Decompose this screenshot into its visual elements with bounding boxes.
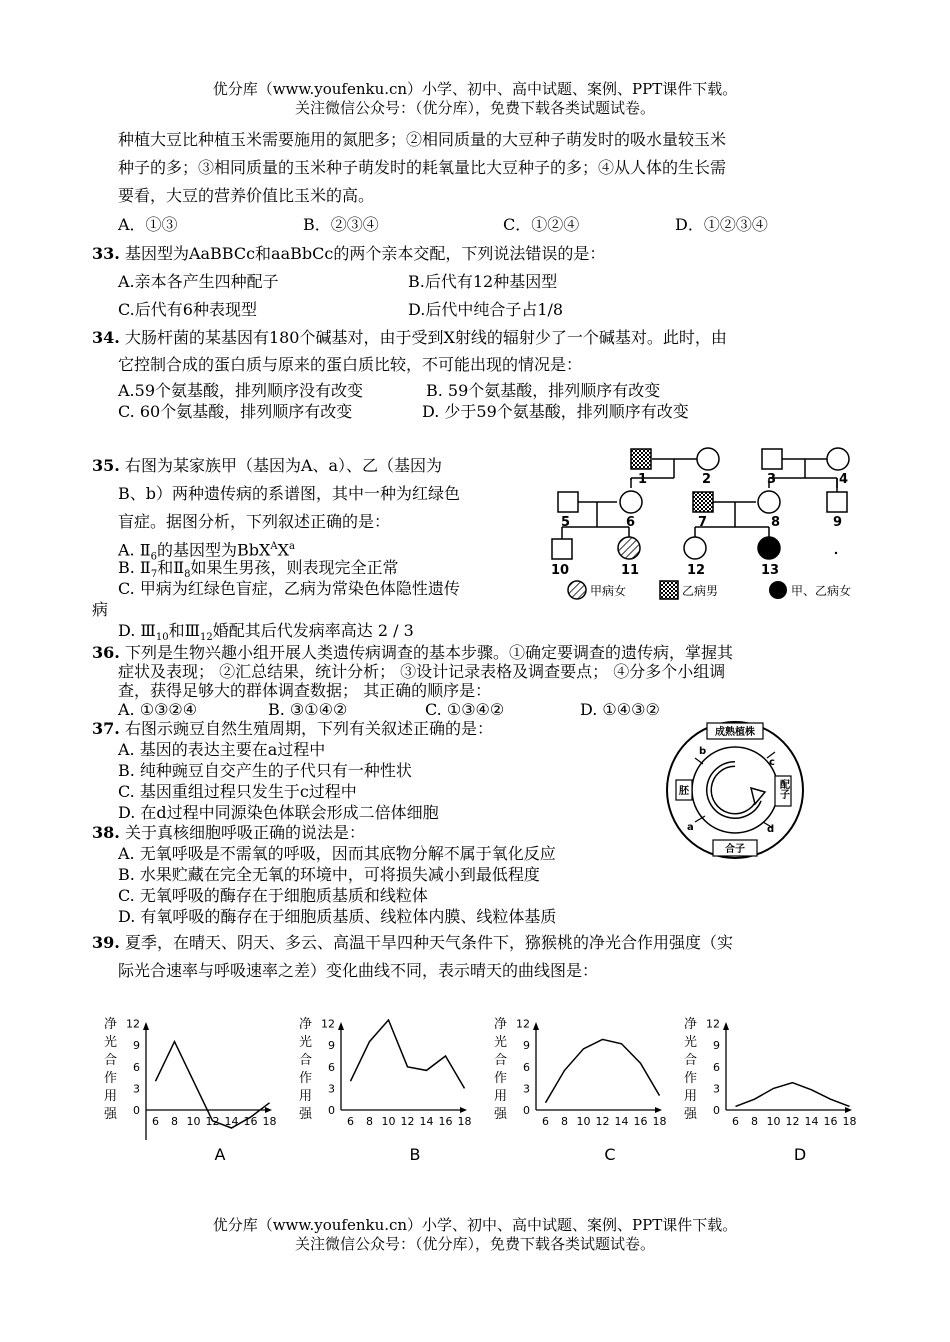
q39-stem-text: 夏季，在晴天、阴天、多云、高温干旱四种天气条件下，猕猴桃的净光合作用强度（实 [124, 933, 733, 952]
chart-C-ytick: 12 [516, 1017, 530, 1031]
chart-D-xtick: 6 [732, 1115, 739, 1128]
chart-B-xtick: 8 [366, 1115, 373, 1128]
chart-A-xtick: 10 [186, 1115, 201, 1128]
pedigree-label-8: 8 [771, 515, 781, 530]
pedigree-label-1: 1 [638, 472, 648, 487]
chart-A-y-arrow [143, 1022, 149, 1030]
chart-A-ytick: 3 [133, 1082, 140, 1096]
pedigree-label-4: 4 [839, 472, 849, 487]
q32-option-c: C．①②④ [503, 215, 580, 234]
q33-option-c: C.后代有6种表现型 [118, 300, 257, 319]
q34-option-b: B. 59个氨基酸，排列顺序有改变 [426, 381, 661, 400]
chart-B-xtick: 16 [438, 1115, 453, 1128]
cycle-label-d: d [767, 824, 775, 835]
chart-C-x-arrow [655, 1107, 662, 1113]
q35-stem-line3: 盲症。据图分析，下列叙述正确的是： [118, 512, 391, 531]
chart-D-ylabel-char: 作 [684, 1071, 698, 1086]
chart-A-xtick: 14 [224, 1115, 239, 1128]
chart-C-ylabel-char: 合 [494, 1053, 508, 1068]
chart-A-ylabel-char: 强 [104, 1107, 118, 1122]
chart-B-series-line [351, 1020, 465, 1088]
q39-line2: 际光合速率与呼吸速率之差）变化曲线不同，表示晴天的曲线图是： [118, 961, 599, 980]
chart-C-xtick: 8 [561, 1115, 568, 1128]
chart-A-xtick: 18 [262, 1115, 277, 1128]
chart-C-ylabel-char: 作 [494, 1071, 508, 1086]
chart-D-xtick: 12 [785, 1115, 800, 1128]
chart-D-title: D [793, 1145, 807, 1164]
page-header-line2: 关注微信公众号：（优分库），免费下载各类试题试卷。 [294, 99, 655, 117]
q35-a-mid: 的基因型为BbX [156, 540, 271, 560]
chart-A-x-arrow [265, 1107, 272, 1113]
pedigree-label-7: 7 [698, 515, 708, 530]
chart-B-ytick: 0 [328, 1104, 335, 1117]
chart-C-ylabel-char: 光 [494, 1035, 508, 1050]
chart-A [104, 1017, 277, 1164]
pedigree-diagram [545, 440, 890, 610]
chart-C-xtick: 12 [595, 1115, 610, 1128]
q32-line1: 种植大豆比种植玉米需要施用的氮肥多；②相同质量的大豆种子萌发时的吸水量较玉米 [118, 130, 727, 149]
q36-stem-text: 下列是生物兴趣小组开展人类遗传病调查的基本步骤。①确定要调查的遗传病，掌握其 [124, 643, 733, 662]
chart-A-title: A [214, 1145, 226, 1164]
cycle-zygote: 合子 [725, 844, 745, 855]
chart-B-ylabel-char: 光 [299, 1035, 313, 1050]
pedigree-label-9: 9 [833, 515, 843, 530]
chart-B [299, 1017, 472, 1164]
q35-b-mid: 和Ⅱ [157, 558, 185, 577]
chart-D-ytick: 0 [713, 1104, 720, 1117]
chart-A-ylabel-char: 净 [104, 1017, 118, 1032]
q32-option-b: B．②③④ [303, 215, 379, 234]
q38-option-c: C. 无氧呼吸的酶存在于细胞质基质和线粒体 [118, 886, 428, 905]
chart-C-title: C [604, 1145, 616, 1164]
chart-B-ytick: 6 [328, 1060, 335, 1074]
q37-option-d: D. 在d过程中同源染色体联会形成二倍体细胞 [118, 803, 439, 822]
cycle-gamete: 配子 [777, 779, 789, 799]
chart-A-ylabel-char: 光 [104, 1035, 118, 1050]
q35-d-sub1: 10 [155, 632, 169, 644]
q36-line3: 查，获得足够大的群体调查数据； 其正确的顺序是： [118, 681, 492, 700]
q39-stem [92, 933, 733, 953]
chart-C-ylabel-char: 用 [494, 1089, 508, 1104]
chart-D-xtick: 8 [751, 1115, 758, 1128]
q32-option-d: D．①②③④ [675, 215, 768, 234]
q36-stem [92, 643, 733, 663]
q34-number: 34. [92, 328, 120, 347]
q32-line3: 要看，大豆的营养价值比玉米的高。 [118, 186, 375, 205]
chart-B-xtick: 10 [381, 1115, 396, 1128]
q35-d-sub2: 12 [200, 632, 213, 644]
q35-a-sub: 6 [150, 551, 157, 563]
q35-option-c: C. 甲病为红绿色盲症，乙病为常染色体隐性遗传 [118, 579, 460, 598]
q38-option-a: A. 无氧呼吸是不需氧的呼吸，因而其底物分解不属于氧化反应 [118, 844, 556, 863]
chart-B-x-arrow [460, 1107, 467, 1113]
chart-B-xtick: 14 [419, 1115, 434, 1128]
pedigree-label-12: 12 [687, 563, 706, 578]
q36-option-c: C. ①③④② [425, 700, 505, 719]
q35-stem-line2: B、b）两种遗传病的系谱图，其中一种为红绿色 [118, 484, 461, 503]
q33-stem [92, 244, 605, 264]
chart-D-ytick: 3 [713, 1082, 720, 1096]
q38-option-d: D. 有氧呼吸的酶存在于细胞质基质、线粒体内膜、线粒体基质 [118, 907, 557, 926]
q38-stem [92, 823, 365, 843]
chart-C-ytick: 9 [523, 1039, 530, 1053]
chart-A-ylabel-char: 合 [104, 1053, 118, 1068]
q36-line2: 症状及表现； ②汇总结果，统计分析； ③设计记录表格及调查要点； ④分多个小组调 [118, 662, 726, 681]
chart-B-ytick: 12 [321, 1017, 335, 1031]
pedigree-label-10: 10 [551, 563, 570, 578]
q35-b-post: 如果生男孩，则表现完全正常 [190, 558, 399, 577]
chart-A-ylabel-char: 用 [104, 1089, 118, 1104]
q36-option-d: D. ①④③② [580, 700, 660, 719]
chart-A-ytick: 12 [126, 1017, 140, 1031]
chart-C-ytick: 6 [523, 1060, 530, 1074]
chart-D-xtick: 10 [766, 1115, 781, 1128]
q37-number: 37. [92, 719, 120, 738]
chart-D-ylabel-char: 光 [684, 1035, 698, 1050]
chart-C-ytick: 3 [523, 1082, 530, 1096]
cycle-label-b: b [699, 746, 707, 757]
chart-D-ytick: 12 [706, 1017, 720, 1031]
q34-option-d: D. 少于59个氨基酸，排列顺序有改变 [422, 402, 689, 421]
q37-option-b: B. 纯种豌豆自交产生的子代只有一种性状 [118, 761, 412, 780]
q37-stem [92, 719, 493, 739]
q35-d-mid: 和Ⅲ [168, 621, 201, 640]
cycle-mature-plant: 成熟植株 [715, 727, 755, 738]
q33-option-b: B.后代有12种基因型 [408, 272, 558, 291]
q34-option-a: A.59个氨基酸，排列顺序没有改变 [118, 381, 364, 400]
cycle-label-c: c [769, 757, 775, 768]
chart-A-ylabel-char: 作 [104, 1071, 118, 1086]
chart-D-xtick: 14 [804, 1115, 819, 1128]
chart-D-ylabel-char: 强 [684, 1107, 698, 1122]
chart-C-ylabel-char: 净 [494, 1017, 508, 1032]
q35-stem [92, 456, 442, 476]
q35-b-sub1: 7 [150, 569, 158, 581]
q34-stem [92, 328, 727, 348]
chart-D-ylabel-char: 用 [684, 1089, 698, 1104]
chart-D-x-arrow [845, 1107, 852, 1113]
q36-option-a: A. ①③②④ [118, 700, 198, 719]
cycle-embryo: 胚 [679, 786, 689, 797]
pedigree-label-2: 2 [702, 472, 712, 487]
q33-number: 33. [92, 244, 120, 263]
q39-charts [100, 1010, 870, 1170]
page-footer-line2: 关注微信公众号：（优分库），免费下载各类试题试卷。 [294, 1235, 655, 1253]
pedigree-label-11: 11 [621, 563, 640, 578]
q35-b-sub2: 8 [184, 569, 191, 581]
q35-a-sup2: a [289, 541, 295, 552]
chart-C-ytick: 0 [523, 1104, 530, 1117]
chart-A-xtick: 16 [243, 1115, 258, 1128]
q34-stem-line2: 它控制合成的蛋白质与原来的蛋白质比较，不可能出现的情况是： [118, 355, 583, 374]
chart-C-xtick: 14 [614, 1115, 629, 1128]
chart-A-ytick: 6 [133, 1060, 140, 1074]
chart-C-xtick: 16 [633, 1115, 648, 1128]
chart-A-ytick: 0 [133, 1104, 140, 1117]
chart-C-xtick: 18 [652, 1115, 667, 1128]
chart-C-xtick: 10 [576, 1115, 591, 1128]
q37-option-c: C. 基因重组过程只发生于c过程中 [118, 782, 357, 801]
legend-jia-female: 甲病女 [590, 584, 627, 598]
q34-stem-text: 大肠杆菌的某基因有180个碱基对，由于受到X射线的辐射少了一个碱基对。此时，由 [124, 328, 727, 347]
pedigree-label-13: 13 [761, 563, 780, 578]
q37-option-a: A. 基因的表达主要在a过程中 [118, 740, 326, 759]
chart-D-xtick: 16 [823, 1115, 838, 1128]
chart-D-ylabel-char: 净 [684, 1017, 698, 1032]
chart-D [684, 1017, 857, 1164]
pedigree-label-3: 3 [767, 472, 777, 487]
chart-D-series-line [736, 1083, 850, 1107]
chart-C-y-arrow [533, 1022, 539, 1030]
chart-A-xtick: 6 [152, 1115, 159, 1128]
q35-b-pre: B. Ⅱ [118, 558, 151, 577]
chart-D-y-arrow [723, 1022, 729, 1030]
q33-option-a: A.亲本各产生四种配子 [118, 272, 279, 291]
q35-option-c-cont: 病 [92, 600, 109, 619]
cycle-label-a: a [687, 822, 694, 833]
q35-number: 35. [92, 456, 120, 475]
q33-option-d: D.后代中纯合子占1/8 [408, 300, 564, 319]
chart-B-ylabel-char: 合 [299, 1053, 313, 1068]
q36-option-b: B. ③①④② [268, 700, 348, 719]
chart-B-xtick: 6 [347, 1115, 354, 1128]
q35-d-pre: D. Ⅲ [118, 621, 156, 640]
chart-B-ylabel-char: 强 [299, 1107, 313, 1122]
chart-A-xtick: 12 [205, 1115, 220, 1128]
q32-option-a: A．①③ [118, 215, 178, 234]
q38-number: 38. [92, 823, 120, 842]
page-footer-line1: 优分库（www.youfenku.cn）小学、初中、高中试题、案例、PPT课件下载。 [212, 1216, 738, 1234]
chart-A-xtick: 8 [171, 1115, 178, 1128]
chart-B-y-arrow [338, 1022, 344, 1030]
q35-a-pre: A. Ⅱ [118, 540, 151, 560]
chart-C [494, 1017, 667, 1164]
q35-stem-text: 右图为某家族甲（基因为A、a）、乙（基因为 [124, 456, 443, 475]
chart-B-xtick: 18 [457, 1115, 472, 1128]
chart-B-ylabel-char: 用 [299, 1089, 313, 1104]
chart-A-ytick: 9 [133, 1039, 140, 1053]
page-header-line1: 优分库（www.youfenku.cn）小学、初中、高中试题、案例、PPT课件下载。 [212, 80, 738, 98]
legend-both-female: 甲、乙病女 [791, 584, 852, 598]
q37-stem-text: 右图示豌豆自然生殖周期，下列有关叙述正确的是： [124, 719, 493, 738]
q38-option-b: B. 水果贮藏在完全无氧的环境中，可将损失减小到最低程度 [118, 865, 540, 884]
pedigree-label-5: 5 [561, 515, 571, 530]
chart-C-series-line [546, 1039, 660, 1102]
chart-D-ylabel-char: 合 [684, 1053, 698, 1068]
q38-stem-text: 关于真核细胞呼吸正确的说法是： [124, 823, 365, 842]
chart-D-ytick: 6 [713, 1060, 720, 1074]
chart-B-ylabel-char: 净 [299, 1017, 313, 1032]
pedigree-label-6: 6 [626, 515, 636, 530]
q35-d-post: 婚配其后代发病率高达 2 / 3 [212, 621, 414, 640]
chart-B-xtick: 12 [400, 1115, 415, 1128]
q35-a-x: X [277, 540, 290, 560]
q32-line2: 种子的多；③相同质量的玉米种子萌发时的耗氧量比大豆种子的多；④从人体的生长需 [118, 158, 727, 177]
q36-number: 36. [92, 643, 120, 662]
chart-B-ylabel-char: 作 [299, 1071, 313, 1086]
chart-D-xtick: 18 [842, 1115, 857, 1128]
chart-C-ylabel-char: 强 [494, 1107, 508, 1122]
chart-B-ytick: 3 [328, 1082, 335, 1096]
chart-D-ytick: 9 [713, 1039, 720, 1053]
pea-life-cycle-diagram [663, 718, 807, 862]
legend-yi-male: 乙病男 [682, 584, 719, 598]
chart-C-xtick: 6 [542, 1115, 549, 1128]
chart-B-ytick: 9 [328, 1039, 335, 1053]
chart-B-title: B [409, 1145, 421, 1164]
q39-number: 39. [92, 933, 120, 952]
q33-stem-text: 基因型为AaBBCc和aaBbCc的两个亲本交配，下列说法错误的是： [124, 244, 606, 263]
q34-option-c: C. 60个氨基酸，排列顺序有改变 [118, 402, 353, 421]
q35-a-sup1: A [270, 541, 278, 552]
